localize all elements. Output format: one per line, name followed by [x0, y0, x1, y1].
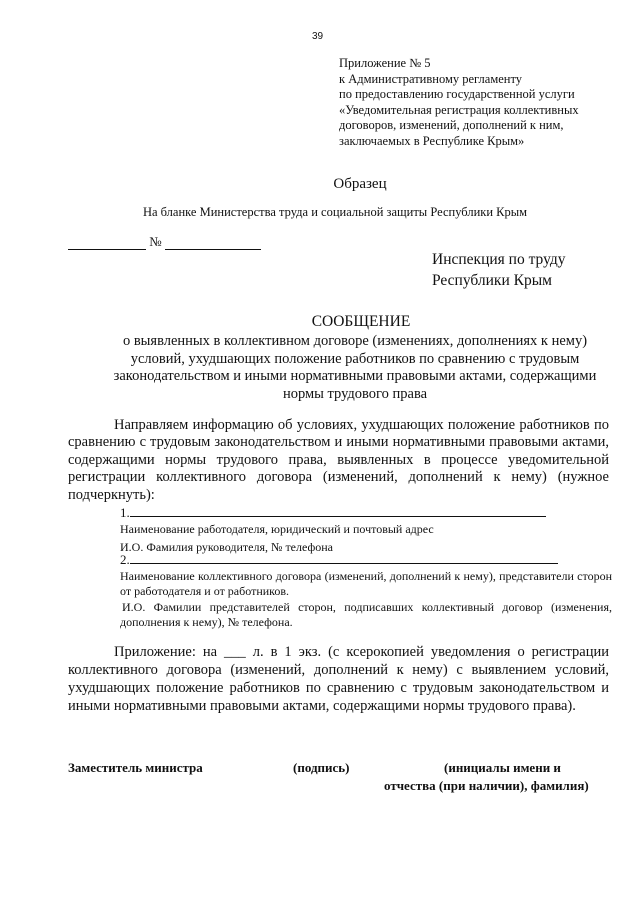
item-caption-line: Наименование работодателя, юридический и почтовый адрес [120, 522, 434, 536]
attachment-paragraph: Приложение: на ___ л. в 1 экз. (с ксерокопией уведомления о регистрации коллективного договора (изменений, дополнений к нему) с выявлением условий, ухудшающих положение работников по сравнению с трудовым законодательством и иными нормативными правовыми актами, содержащими нормы трудового права). [68, 644, 609, 714]
number-blank [165, 236, 261, 250]
fill-in-line [130, 552, 558, 564]
recipient-line: Инспекция по труду [432, 251, 566, 268]
appendix-line: к Административному регламенту [339, 71, 523, 86]
item-caption-line: Наименование коллективного договора (изменений, дополнений к нему), представители сторон от работодателя и от работников. [120, 569, 612, 598]
signature-placeholder: (подпись) [293, 760, 350, 775]
item-number: 2. [120, 552, 130, 567]
subtitle-line: условий, ухудшающих положение работников по сравнению с трудовым [130, 350, 580, 367]
outgoing-number-line [68, 234, 261, 250]
item-caption-line: И.О. Фамилии представителей сторон, подписавших коллективный договор (изменения, дополнения к нему), № телефона. [120, 600, 612, 629]
subtitle-line: законодательством и иными нормативными правовыми актами, содержащими [113, 368, 597, 384]
sample-label: Образец [333, 176, 387, 192]
appendix-line: договоров, изменений, дополнений к ним, [339, 118, 564, 132]
appendix-line: Приложение № 5 [339, 56, 431, 70]
signature-name-line: (инициалы имени и [444, 760, 561, 775]
appendix-line: заключаемых в Республике Крым» [339, 133, 525, 148]
recipient-block [432, 249, 566, 291]
appendix-header [339, 56, 579, 149]
date-blank [68, 236, 146, 250]
subtitle-line: о выявленных в коллективном договоре (изменениях, дополнениях к нему) [122, 333, 588, 349]
item-1-caption [120, 522, 612, 555]
item-2-caption [120, 569, 612, 630]
appendix-line: по предоставлению государственной услуги [339, 87, 575, 101]
item-2-number-line [120, 552, 558, 568]
subtitle-line: нормы трудового права [282, 385, 428, 402]
fill-in-line [130, 505, 546, 517]
document-title: СООБЩЕНИЕ [311, 313, 411, 330]
appendix-line: «Уведомительная регистрация коллективных [339, 102, 579, 117]
item-1-number-line [120, 505, 546, 521]
signature-position: Заместитель министра [68, 760, 203, 775]
item-caption-line: И.О. Фамилия руководителя, № телефона [120, 540, 333, 554]
intro-paragraph: Направляем информацию об условиях, ухудшающих положение работников по сравнению с трудовым законодательством и иными нормативными правовыми актами, содержащими нормы трудового права, выявленных в процессе уведомительной регистрации коллективного договора (изменений, дополнений к нему) (нужное подчеркнуть): [68, 417, 609, 503]
signature-name-line: отчества (при наличии), фамилия) [384, 778, 589, 793]
number-sign: № [149, 234, 162, 249]
letterhead-note: На бланке Министерства труда и социальной защиты Республики Крым [142, 205, 528, 219]
recipient-line: Республики Крым [432, 272, 552, 289]
document-subtitle [0, 333, 635, 403]
page-number: 39 [311, 31, 324, 42]
item-number: 1. [120, 505, 130, 520]
